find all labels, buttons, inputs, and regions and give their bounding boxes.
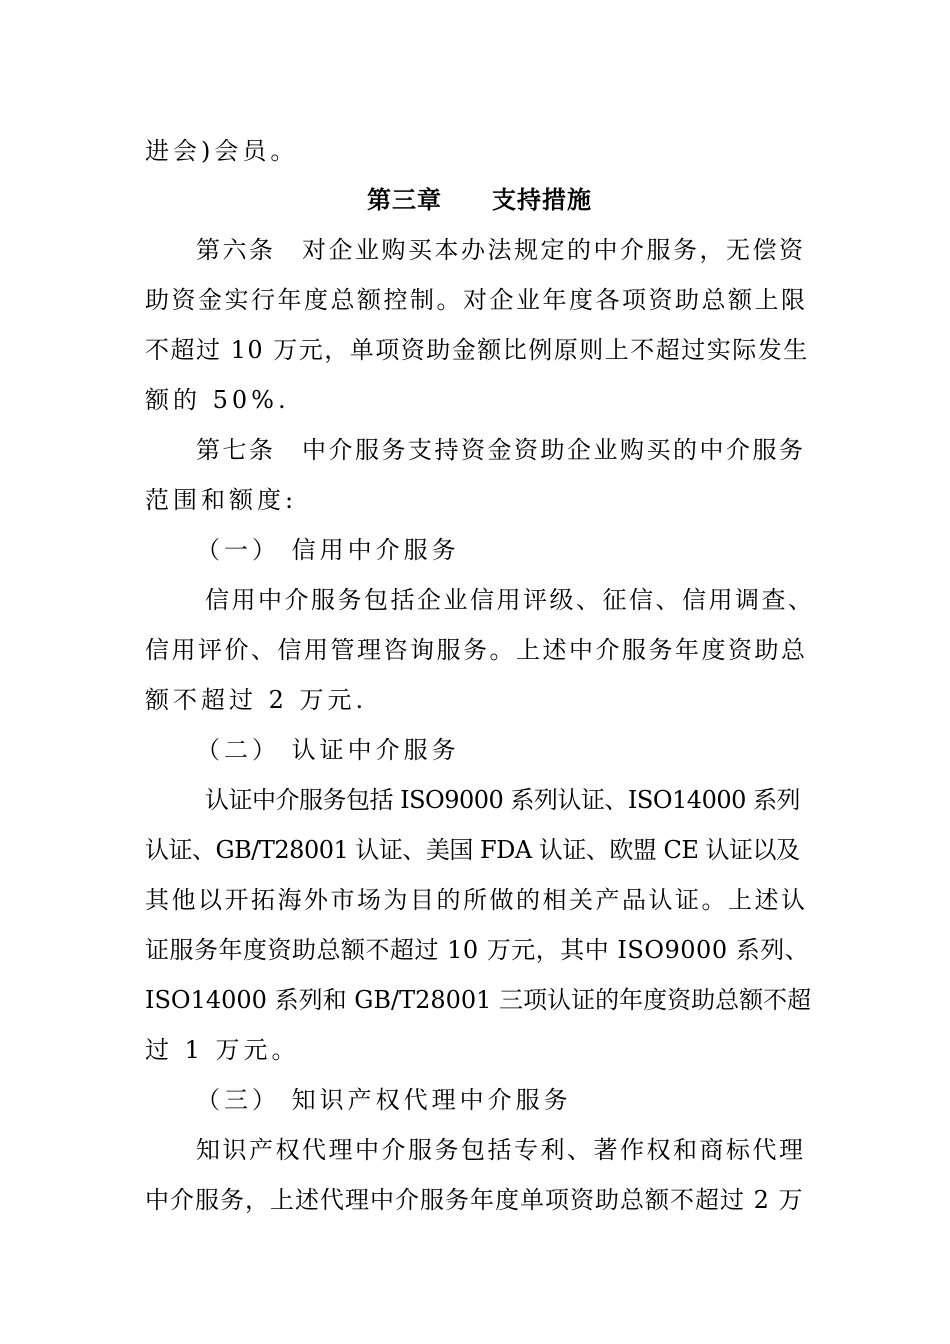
paragraph-line: 额不超过 2 万元. xyxy=(145,686,368,714)
article-6-line: 第六条 对企业购买本办法规定的中介服务，无偿资 xyxy=(196,236,806,264)
paragraph-line: 不超过 10 万元，单项资助金额比例原则上不超过实际发生 xyxy=(145,336,809,364)
paragraph-line: 证服务年度资助总额不超过 10 万元，其中 ISO9000 系列、 xyxy=(145,936,810,964)
paragraph-line: 其他以开拓海外市场为目的所做的相关产品认证。上述认 xyxy=(145,886,808,914)
paragraph-line: 信用评价、信用管理咨询服务。上述中介服务年度资助总 xyxy=(145,636,808,664)
paragraph-line: 范围和额度: xyxy=(145,486,298,514)
paragraph-line: ISO14000 系列和 GB/T28001 三项认证的年度资助总额不超 xyxy=(145,986,812,1014)
subheading-certification: （二） 认证中介服务 xyxy=(196,736,460,764)
paragraph-line: 中介服务，上述代理中介服务年度单项资助总额不超过 2 万 xyxy=(145,1186,804,1214)
paragraph-line: 信用中介服务包括企业信用评级、征信、信用调查、 xyxy=(205,586,815,614)
paragraph-line: 过 1 万元。 xyxy=(145,1036,300,1064)
paragraph-line: 进会)会员。 xyxy=(145,137,299,165)
chapter-heading: 第三章 支持措施 xyxy=(367,186,592,214)
subheading-credit: （一） 信用中介服务 xyxy=(196,536,460,564)
paragraph-line: 额的 50%. xyxy=(145,386,290,414)
paragraph-line: 认证、GB/T28001 认证、美国 FDA 认证、欧盟 CE 认证以及 xyxy=(145,836,800,864)
article-7-line: 第七条 中介服务支持资金资助企业购买的中介服务 xyxy=(196,436,806,464)
subheading-ip: （三） 知识产权代理中介服务 xyxy=(196,1086,572,1114)
paragraph-line: 知识产权代理中介服务包括专利、著作权和商标代理 xyxy=(196,1136,806,1164)
paragraph-line: 认证中介服务包括 ISO9000 系列认证、ISO14000 系列 xyxy=(205,786,801,814)
paragraph-line: 助资金实行年度总额控制。对企业年度各项资助总额上限 xyxy=(145,286,808,314)
